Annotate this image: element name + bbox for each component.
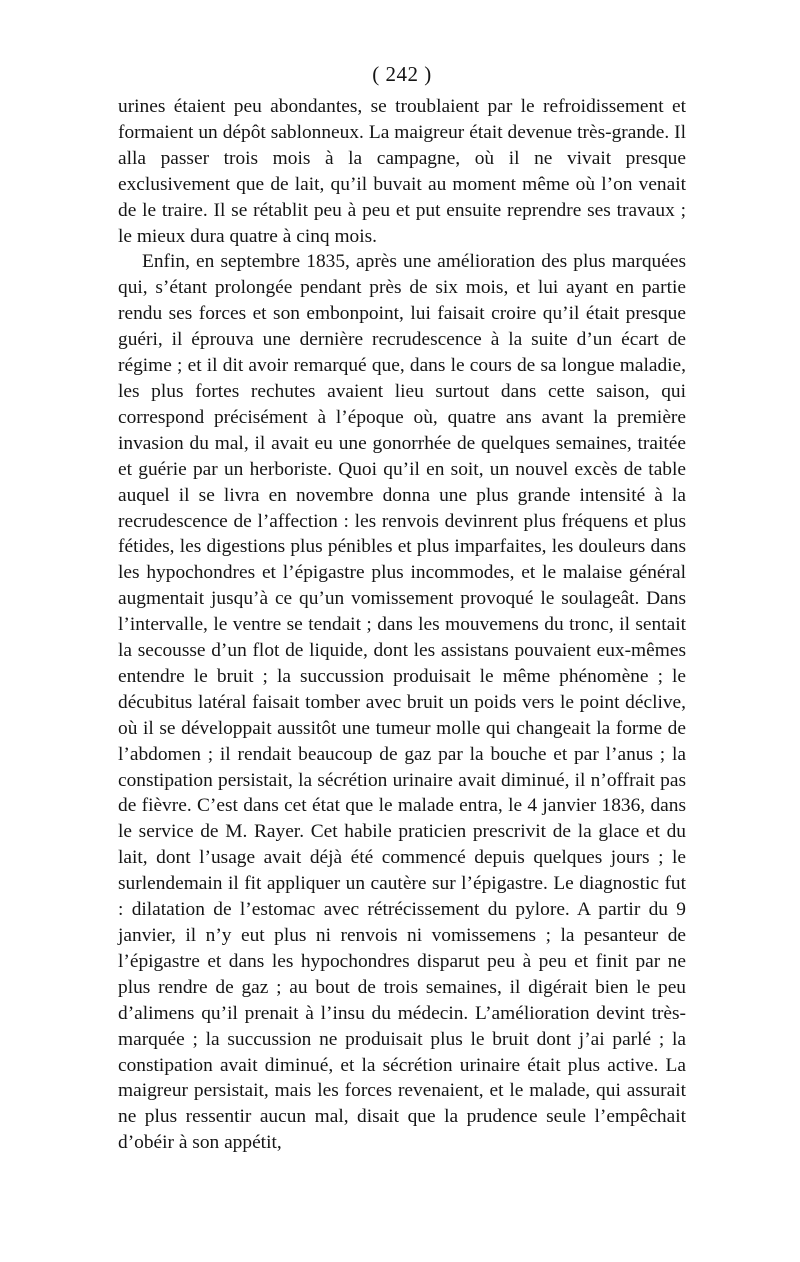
page-number: ( 242 )	[372, 62, 432, 86]
paragraph-2: Enfin, en septembre 1835, après une amélioration des plus marquées qui, s’étant prolongée pendant près de six mois, et lui ayant en partie rendu ses forces et son embonpoint, lui faisait croire qu’il était presque guéri, il éprouva une dernière recrudescence à la suite d’un écart de régime ; et il dit avoir remarqué que, dans le cours de sa longue maladie, les plus fortes rechutes avaient lieu surtout dans cette saison, qui correspond précisément à l’époque où, quatre ans avant la première invasion du mal, il avait eu une gonorrhée de quelques semaines, traitée et guérie par un herboriste. Quoi qu’il en soit, un nouvel excès de table auquel il se livra en novembre donna une plus grande intensité à la recrudescence de l’affection : les renvois devinrent plus fréquens et plus fétides, les digestions plus pénibles et plus imparfaites, les douleurs dans les hypochondres et l’épigastre plus incommodes, et le malaise général augmentait jusqu’à ce qu’un vomissement provoqué le soulageât. Dans l’intervalle, le ventre se tendait ; dans les mouvemens du tronc, il sentait la secousse d’un flot de liquide, dont les assistans pouvaient eux-mêmes entendre le bruit ; la succussion produisait le même phénomène ; le décubitus latéral faisait tomber avec bruit un poids vers le point déclive, où il se développait aussitôt une tumeur molle qui changeait la forme de l’abdomen ; il rendait beaucoup de gaz par la bouche et par l’anus ; la constipation persistait, la sécrétion urinaire avait diminué, il n’offrait pas de fièvre. C’est dans cet état que le malade entra, le 4 janvier 1836, dans le service de M. Rayer. Cet habile praticien prescrivit de la glace et du lait, dont l’usage avait déjà été commencé depuis quelques jours ; le surlendemain il fit appliquer un cautère sur l’épigastre. Le diagnostic fut : dilatation de l’estomac avec rétrécissement du pylore. A partir du 9 janvier, il n’y eut plus ni renvois ni vomissemens ; la pesanteur de l’épigastre et dans les hypochondres disparut peu à peu et finit par ne plus rendre de gaz ; au bout de trois semaines, il digérait bien le peu d’alimens qu’il prenait à l’insu du médecin. L’amélioration devint très-marquée ; la succussion ne produisait plus le bruit dont j’ai parlé ; la constipation avait diminué, et la sécrétion urinaire était plus active. La maigreur persistait, mais les forces revenaient, et le malade, qui assurait ne plus ressentir aucun mal, disait que la prudence seule l’empêchait d’obéir à son appétit,	[118, 251, 686, 1154]
book-page	[118, 60, 686, 1156]
paragraph-1: urines étaient peu abondantes, se troublaient par le refroidissement et formaient un dépôt sablonneux. La maigreur était devenue très-grande. Il alla passer trois mois à la campagne, où il ne vivait presque exclusivement que de lait, qu’il buvait au moment même où l’on venait de le traire. Il se rétablit peu à peu et put ensuite reprendre ses travaux ; le mieux dura quatre à cinq mois.	[118, 96, 686, 247]
